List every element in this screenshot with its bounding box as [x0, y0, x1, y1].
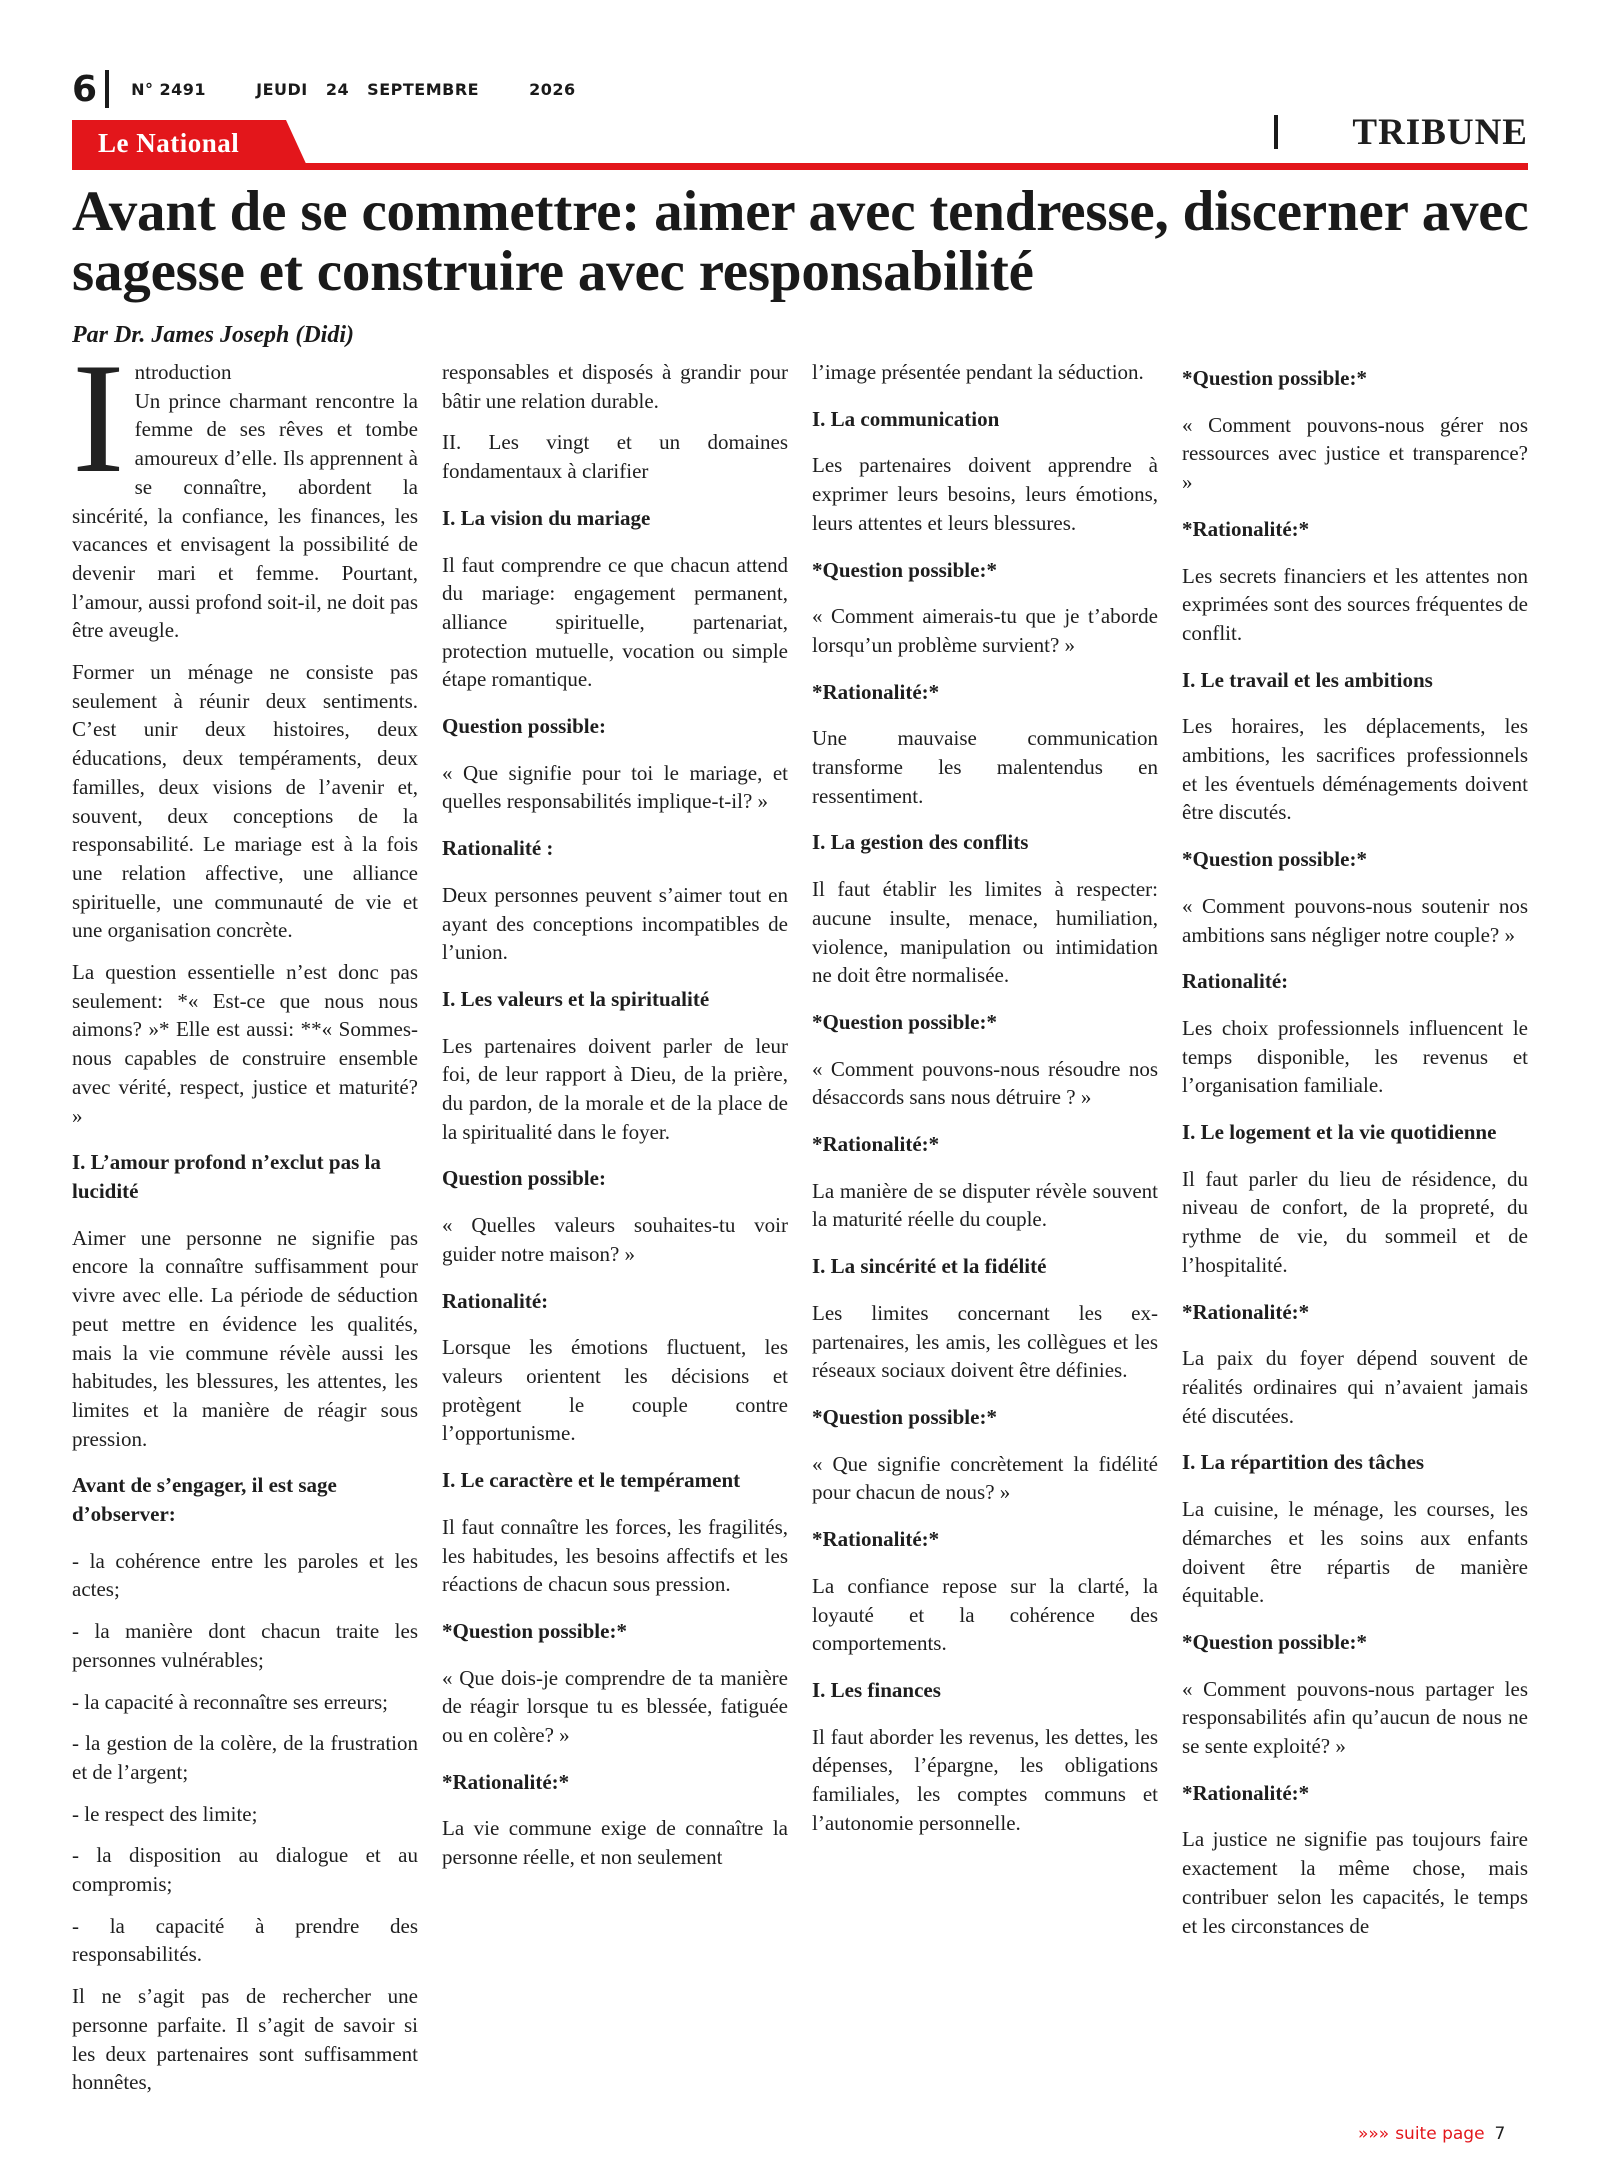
question-text: « Comment aimerais-tu que je t’aborde lorsqu’un problème survient? »: [812, 604, 1158, 657]
section-heading: I. L’amour profond n’exclut pas la lucidité: [72, 1150, 381, 1203]
list-item: - la cohérence entre les paroles et les actes;: [72, 1548, 418, 1602]
section-heading: I. Les valeurs et la spiritualité: [442, 986, 710, 1011]
question-text: « Comment pouvons-nous résoudre nos désaccords sans nous détruire ? »: [812, 1056, 1158, 1110]
rationale-label: *Rationalité:*: [442, 1769, 570, 1794]
question-label: *Question possible:*: [812, 1009, 997, 1034]
question-text: « Que dois-je comprendre de ta manière de réagir lorsque tu es blessée, fatiguée ou en colère? »: [442, 1665, 788, 1748]
question-text: « Comment pouvons-nous gérer nos ressources avec justice et transparence? »: [1182, 412, 1528, 495]
question-text: « Comment pouvons-nous partager les responsabilités afin qu’aucun de nous ne se sente exploité? »: [1182, 1676, 1528, 1759]
question-label: Question possible:: [442, 1166, 606, 1191]
continue-arrows: »»»: [1358, 2124, 1390, 2144]
paragraph: Deux personnes peuvent s’aimer tout en ayant des conceptions incompatibles de l’union.: [442, 882, 788, 965]
paragraph: La vie commune exige de connaître la personne réelle, et non seulement: [442, 1816, 788, 1870]
paragraph: La justice ne signifie pas toujours faire exactement la même chose, mais contribuer selon les capacités, le temps et les circonstances de: [1182, 1827, 1528, 1938]
paragraph: Il faut parler du lieu de résidence, du niveau de confort, de la propreté, du rythme de vie, du sommeil et de l’hospitalité.: [1182, 1166, 1528, 1277]
brand-label: Le National: [98, 128, 240, 158]
continued-link[interactable]: [1358, 2124, 1505, 2144]
paragraph: Une mauvaise communication transforme les malentendus en ressentiment.: [812, 726, 1158, 808]
list-item: - la capacité à reconnaître ses erreurs;: [72, 1689, 388, 1714]
question-label: *Question possible:*: [812, 1404, 997, 1429]
list-item: - la capacité à prendre des responsabilités.: [72, 1913, 418, 1967]
paragraph: La question essentielle n’est donc pas seulement: *« Est-ce que nous nous aimons? »* Elle est aussi: **« Sommes-nous capables de construire ensemble avec vérité, respect, justice et maturité? »: [72, 960, 418, 1128]
list-item: - la disposition au dialogue et au compromis;: [72, 1843, 418, 1897]
list-item: - le respect des limite;: [72, 1801, 258, 1826]
paragraph: responsables et disposés à grandir pour bâtir une relation durable.: [442, 360, 788, 413]
paragraph: Les partenaires doivent apprendre à exprimer leurs besoins, leurs émotions, leurs attentes et leurs blessures.: [812, 453, 1158, 535]
issue-date: 24: [325, 79, 350, 99]
list-item: - la gestion de la colère, de la frustration et de l’argent;: [72, 1731, 418, 1784]
section-label: [1274, 108, 1528, 156]
question-text: « Que signifie pour toi le mariage, et quelles responsabilités implique-t-il? »: [442, 760, 788, 814]
issue-day: JEUDI: [256, 79, 308, 99]
question-label: *Question possible:*: [1182, 847, 1367, 872]
paragraph: Il faut comprendre ce que chacun attend du mariage: engagement permanent, alliance spirituelle, partenariat, protection mutuelle, vocation ou simple étape romantique.: [442, 552, 788, 692]
issue-month: SEPTEMBRE: [367, 79, 480, 99]
rationale-label: Rationalité :: [442, 836, 554, 861]
column-3: [812, 358, 1158, 1846]
question-label: *Question possible:*: [812, 557, 997, 582]
section-heading: I. La sincérité et la fidélité: [812, 1254, 1047, 1279]
paragraph: La paix du foyer dépend souvent de réalités ordinaires qui n’avaient jamais été discutées.: [1182, 1346, 1528, 1428]
paragraph: Les choix professionnels influencent le temps disponible, les revenus et l’organisation familiale.: [1182, 1015, 1528, 1098]
continue-page: 7: [1494, 2124, 1506, 2144]
brand-masthead: [72, 120, 308, 168]
paragraph: La manière de se disputer révèle souvent la maturité réelle du couple.: [812, 1178, 1158, 1232]
section-heading: I. La gestion des conflits: [812, 830, 1029, 855]
article-title: Avant de se commettre: aimer avec tendresse, discerner avec sagesse et construire avec responsabilité: [72, 180, 1529, 303]
paragraph: Lorsque les émotions fluctuent, les valeurs orientent les décisions et protègent le couple contre l’opportunisme.: [442, 1335, 788, 1446]
rationale-label: Rationalité:: [442, 1288, 549, 1313]
rationale-label: *Rationalité:*: [812, 1132, 940, 1157]
paragraph: l’image présentée pendant la séduction.: [812, 360, 1144, 384]
section-name: TRIBUNE: [1352, 111, 1528, 153]
paragraph: La cuisine, le ménage, les courses, les démarches et les soins aux enfants doivent être répartis de manière équitable.: [1182, 1497, 1528, 1608]
section-divider: [1274, 115, 1278, 149]
question-text: « Que signifie concrètement la fidélité pour chacun de nous? »: [812, 1451, 1158, 1505]
section-heading: I. Le travail et les ambitions: [1182, 667, 1433, 692]
intro-text: Un prince charmant rencontre la femme de ses rêves et tombe amoureux d’elle. Ils apprennent à se connaître, abordent la sincérité, la confiance, les finances, les vacances et envisagent la possibilité de devenir mari et femme. Pourtant, l’amour, aussi profond soit-il, ne doit pas être aveugle.: [72, 388, 418, 643]
paragraph: Il faut connaître les forces, les fragilités, les habitudes, les besoins affectifs et les réactions de chacun sous pression.: [442, 1514, 788, 1597]
header-rule: [72, 163, 1528, 170]
rationale-label: *Rationalité:*: [1182, 1299, 1310, 1324]
page-folio: [72, 66, 620, 112]
section-heading: Avant de s’engager, il est sage d’observer:: [72, 1473, 337, 1527]
issue-number: N° 2491: [131, 79, 207, 99]
paragraph: Il faut établir les limites à respecter: aucune insulte, menace, humiliation, violence, manipulation ou intimidation ne doit être normalisée.: [812, 877, 1158, 988]
paragraph: Il ne s’agit pas de rechercher une personne parfaite. Il s’agit de savoir si les deux partenaires sont suffisamment honnêtes,: [72, 1984, 418, 2095]
rationale-label: *Rationalité:*: [1182, 516, 1310, 541]
question-label: *Question possible:*: [1182, 366, 1367, 390]
paragraph: Former un ménage ne consiste pas seulement à réunir deux sentiments. C’est unir deux histoires, deux éducations, deux tempéraments, deux familles, deux visions de l’avenir et, souvent, deux conceptions de la responsabilité. Le mariage est à la fois une relation affective, une alliance spirituelle, une communauté de vie et une organisation concrète.: [72, 660, 418, 943]
rationale-label: *Rationalité:*: [812, 679, 940, 704]
intro-heading: ntroduction: [134, 360, 232, 384]
rationale-label: Rationalité:: [1182, 969, 1289, 994]
question-text: « Quelles valeurs souhaites-tu voir guider notre maison? »: [442, 1213, 788, 1266]
section-heading: I. Le caractère et le tempérament: [442, 1468, 741, 1493]
rationale-label: *Rationalité:*: [812, 1527, 940, 1552]
drop-cap: I: [72, 331, 125, 506]
list-item: - la manière dont chacun traite les personnes vulnérables;: [72, 1619, 418, 1672]
section-heading: I. La répartition des tâches: [1182, 1450, 1425, 1475]
column-2: [442, 358, 788, 1881]
question-label: *Question possible:*: [1182, 1629, 1367, 1654]
question-text: « Comment pouvons-nous soutenir nos ambitions sans négliger notre couple? »: [1182, 893, 1528, 947]
rationale-label: *Rationalité:*: [1182, 1780, 1310, 1805]
issue-year: 2026: [529, 79, 576, 99]
column-4: [1182, 358, 1528, 1949]
section-heading: I. Le logement et la vie quotidienne: [1182, 1120, 1497, 1145]
paragraph: II. Les vingt et un domaines fondamentaux à clarifier: [442, 430, 788, 484]
paragraph: La confiance repose sur la clarté, la loyauté et la cohérence des comportements.: [812, 1573, 1158, 1656]
paragraph: Aimer une personne ne signifie pas encore la connaître suffisamment pour vivre avec elle. La période de séduction peut mettre en évidence les qualités, mais la vie commune révèle aussi les habitudes, les blessures, les attentes, les limites et la manière de réagir sous pression.: [72, 1225, 418, 1451]
paragraph: Les limites concernant les ex-partenaires, les amis, les collègues et les réseaux sociaux doivent être définies.: [812, 1300, 1158, 1383]
question-label: Question possible:: [442, 714, 606, 739]
section-heading: I. La communication: [812, 406, 1000, 431]
issue-meta: [131, 80, 620, 99]
paragraph: Les horaires, les déplacements, les ambitions, les sacrifices professionnels et les éventuels déménagements doivent être discutés.: [1182, 714, 1528, 825]
page-number: 6: [72, 68, 98, 110]
section-heading: I. La vision du mariage: [442, 505, 651, 530]
paragraph: Les secrets financiers et les attentes non exprimées sont des sources fréquentes de conflit.: [1182, 563, 1528, 645]
paragraph: Il faut aborder les revenus, les dettes, les dépenses, l’épargne, les obligations familiales, les comptes communs et l’autonomie personnelle.: [812, 1724, 1158, 1835]
article-byline: Par Dr. James Joseph (Didi): [72, 322, 354, 348]
paragraph: Les partenaires doivent parler de leur foi, de leur rapport à Dieu, de la prière, du pardon, de la morale et de la place de la spiritualité dans le foyer.: [442, 1033, 788, 1144]
section-heading: I. Les finances: [812, 1677, 941, 1702]
question-label: *Question possible:*: [442, 1618, 627, 1643]
continue-text: suite page: [1395, 2124, 1485, 2144]
folio-divider: [105, 70, 109, 108]
